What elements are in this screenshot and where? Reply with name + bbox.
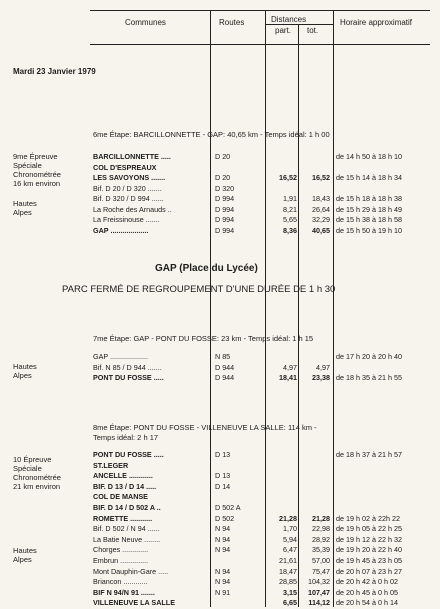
gap-title: GAP (Place du Lycée) xyxy=(155,263,258,274)
table-row xyxy=(0,450,440,461)
commune-cell: LES SAVOYONS ....... xyxy=(93,173,166,182)
stage8-side-4: 21 km environ xyxy=(13,482,61,491)
route-cell: D 994 xyxy=(215,225,235,235)
table-row xyxy=(0,471,440,482)
table-row xyxy=(0,173,440,184)
table-row xyxy=(0,524,440,535)
distance-tot-cell: 75,47 xyxy=(312,566,330,576)
route-cell: D 320 xyxy=(215,183,235,193)
route-cell: D 944 xyxy=(215,362,235,372)
commune-cell: COL D'ESPREAUX xyxy=(93,162,157,172)
commune-cell: Bif. D 502 / N 94 ...... xyxy=(93,524,160,534)
stage8-side-1: 10 Épreuve xyxy=(13,455,52,464)
route-cell: D 994 xyxy=(215,215,235,224)
table-row xyxy=(0,545,440,556)
stage8-side-2: Spéciale xyxy=(13,464,42,473)
commune-cell: BIF. D 13 / D 14 ..... xyxy=(93,481,157,491)
commune-cell: GAP ................... xyxy=(93,225,149,235)
route-cell: D 502 xyxy=(215,513,235,523)
distance-tot-cell: 114,12 xyxy=(308,598,330,608)
horaire-cell: de 20 h 45 à 0 h 05 xyxy=(336,587,398,597)
distance-part-cell: 4,97 xyxy=(283,362,297,372)
header-tot: tot. xyxy=(307,26,319,35)
route-cell: N 85 xyxy=(215,352,231,361)
distance-part-cell: 21,28 xyxy=(279,513,297,523)
distance-part-cell: 6,65 xyxy=(283,598,297,608)
header-bottom-rule xyxy=(90,44,430,45)
route-cell: N 94 xyxy=(215,524,231,534)
route-cell: D 944 xyxy=(215,373,235,382)
commune-cell: ANCELLE ............ xyxy=(93,471,153,481)
horaire-cell: de 19 h 12 à 22 h 32 xyxy=(336,534,402,544)
table-row xyxy=(0,373,440,384)
commune-cell: VILLENEUVE LA SALLE xyxy=(93,598,175,608)
route-cell: D 994 xyxy=(215,194,235,203)
stage6-side-2: Spéciale xyxy=(13,161,42,170)
rule-distances-sub xyxy=(265,24,333,25)
route-cell: D 13 xyxy=(215,471,231,481)
header-part: part. xyxy=(275,26,292,35)
horaire-cell: de 19 h 05 à 22 h 25 xyxy=(336,524,402,534)
horaire-cell: de 19 h 20 à 22 h 40 xyxy=(336,545,402,555)
stage8-title: 8me Étape: PONT DU FOSSE - VILLENEUVE LA SALLE: 114 km - xyxy=(93,423,317,432)
table-row xyxy=(0,482,440,493)
distance-tot-cell: 23,38 xyxy=(312,373,330,382)
commune-cell: Bif. N 85 / D 944 ....... xyxy=(93,362,162,372)
distance-part-cell: 21,61 xyxy=(279,556,297,565)
route-cell: N 94 xyxy=(215,534,231,544)
route-cell: N 94 xyxy=(215,577,231,587)
distance-part-cell: 8,36 xyxy=(283,225,297,235)
stage6-title xyxy=(93,130,330,139)
distance-tot-cell: 26,64 xyxy=(312,204,330,214)
commune-cell: ST.LEGER xyxy=(93,460,129,470)
table-row xyxy=(0,205,440,216)
table-row xyxy=(0,184,440,195)
distance-part-cell: 28,85 xyxy=(279,577,297,587)
route-cell: D 994 xyxy=(215,204,235,214)
header-communes: Communes xyxy=(125,18,166,27)
route-cell: N 91 xyxy=(215,587,231,597)
distance-tot-cell: 104,32 xyxy=(308,577,330,587)
commune-cell: GAP ................... xyxy=(93,352,148,361)
commune-cell: Bif. D 320 / D 994 ...... xyxy=(93,194,164,203)
commune-cell: La Roche des Arnauds .. xyxy=(93,204,172,214)
route-cell: D 14 xyxy=(215,481,231,491)
route-cell: D 13 xyxy=(215,450,231,459)
commune-cell: La Freissinouse ....... xyxy=(93,215,160,224)
table-row xyxy=(0,567,440,578)
table-row xyxy=(0,363,440,374)
route-cell: N 94 xyxy=(215,566,231,576)
commune-cell: Mont Dauphin-Gare ..... xyxy=(93,566,169,576)
stage6-side-1: 9me Épreuve xyxy=(13,152,58,161)
table-row xyxy=(0,163,440,174)
distance-part-cell: 5,94 xyxy=(283,534,297,544)
table-row xyxy=(0,352,440,363)
stage6-side-4: 16 km environ xyxy=(13,179,61,188)
horaire-cell: de 15 h 29 à 18 h 49 xyxy=(336,204,402,214)
horaire-cell: de 15 h 14 à 18 h 34 xyxy=(336,173,402,182)
table-row xyxy=(0,226,440,237)
commune-cell: La Batie Neuve ........ xyxy=(93,534,161,544)
stage8-title-2: Temps idéal: 2 h 17 xyxy=(93,433,159,442)
header-top-rule xyxy=(90,10,430,11)
horaire-cell: de 20 h 42 à 0 h 02 xyxy=(336,577,398,587)
distance-part-cell: 1,70 xyxy=(283,524,297,534)
table-row xyxy=(0,535,440,546)
distance-tot-cell: 21,28 xyxy=(312,513,330,523)
table-row xyxy=(0,215,440,226)
route-cell: N 94 xyxy=(215,545,231,555)
distance-part-cell: 18,47 xyxy=(279,566,297,576)
distance-tot-cell: 107,47 xyxy=(308,587,330,597)
distance-tot-cell: 32,29 xyxy=(312,215,330,224)
distance-tot-cell: 18,43 xyxy=(312,194,330,203)
horaire-cell: de 18 h 37 à 21 h 57 xyxy=(336,450,402,459)
route-cell: D 20 xyxy=(215,152,231,161)
parc-ferme-title: PARC FERMÉ DE REGROUPEMENT D'UNE DURÉE DE 1 h 30 xyxy=(62,284,336,295)
distance-part-cell: 5,65 xyxy=(283,215,297,224)
horaire-cell: de 19 h 02 à 22h 22 xyxy=(336,513,400,523)
table-row xyxy=(0,152,440,163)
horaire-cell: de 15 h 18 à 18 h 38 xyxy=(336,194,402,203)
table-row xyxy=(0,461,440,472)
horaire-cell: de 20 h 54 à 0 h 14 xyxy=(336,598,398,608)
table-row xyxy=(0,514,440,525)
table-row xyxy=(0,194,440,205)
stage6-side2-1: Hautes xyxy=(13,199,37,208)
stage6-side2-2: Alpes xyxy=(13,208,32,217)
distance-tot-cell: 57,00 xyxy=(312,556,330,565)
horaire-cell: de 15 h 38 à 18 h 58 xyxy=(336,215,402,224)
table-row xyxy=(0,492,440,503)
horaire-cell: de 14 h 50 à 18 h 10 xyxy=(336,152,402,161)
distance-part-cell: 1,91 xyxy=(283,194,297,203)
date-label: Mardi 23 Janvier 1979 xyxy=(13,67,96,76)
table-row xyxy=(0,556,440,567)
commune-cell: Embrun .............. xyxy=(93,556,149,565)
table-row xyxy=(0,503,440,514)
commune-cell: ROMETTE ........... xyxy=(93,513,153,523)
header-distances: Distances xyxy=(271,15,307,24)
horaire-cell: de 17 h 20 à 20 h 40 xyxy=(336,352,402,361)
horaire-cell: de 19 h 45 à 23 h 05 xyxy=(336,556,402,565)
commune-cell: Briancon ............ xyxy=(93,577,148,587)
stage8-side2-1: Hautes xyxy=(13,546,37,555)
horaire-cell: de 18 h 35 à 21 h 55 xyxy=(336,373,402,382)
distance-tot-cell: 28,92 xyxy=(312,534,330,544)
distance-tot-cell: 4,97 xyxy=(316,362,330,372)
route-cell: D 502 A xyxy=(215,503,241,512)
distance-tot-cell: 35,39 xyxy=(312,545,330,555)
distance-part-cell: 16,52 xyxy=(279,173,297,182)
commune-cell: Chorges ............. xyxy=(93,545,149,555)
stage7-side-2: Alpes xyxy=(13,371,32,380)
stage8-side2-2: Alpes xyxy=(13,555,32,564)
distance-part-cell: 8,21 xyxy=(283,204,297,214)
distance-tot-cell: 40,65 xyxy=(312,225,330,235)
table-row xyxy=(0,588,440,599)
table-row xyxy=(0,577,440,588)
commune-cell: BIF. D 14 / D 502 A .. xyxy=(93,503,161,512)
table-row xyxy=(0,598,440,609)
distance-part-cell: 3,15 xyxy=(283,587,297,597)
distance-part-cell: 18,41 xyxy=(279,373,297,382)
stage7-side-1: Hautes xyxy=(13,362,37,371)
route-cell: D 20 xyxy=(215,173,231,182)
commune-cell: COL DE MANSE xyxy=(93,492,148,502)
stage6-title-text: 6me Étape: BARCILLONNETTE - GAP: 40,65 km - Temps idéal: 1 h 00 xyxy=(93,130,330,139)
header-routes: Routes xyxy=(219,18,245,27)
commune-cell: PONT DU FOSSE ..... xyxy=(93,373,164,382)
header-horaire: Horaire approximatif xyxy=(340,18,413,27)
stage7-title: 7me Étape: GAP - PONT DU FOSSE: 23 km - Temps idéal: 1 h 15 xyxy=(93,334,314,343)
commune-cell: BARCILLONNETTE ..... xyxy=(93,152,171,161)
commune-cell: Bif. D 20 / D 320 ....... xyxy=(93,183,162,193)
stage6-side-3: Chronométrée xyxy=(13,170,61,179)
commune-cell: PONT DU FOSSE ..... xyxy=(93,450,164,459)
horaire-cell: de 15 h 50 à 19 h 10 xyxy=(336,225,402,235)
distance-part-cell: 6,47 xyxy=(283,545,297,555)
horaire-cell: de 20 h 07 à 23 h 27 xyxy=(336,566,402,576)
distance-tot-cell: 22,98 xyxy=(312,524,330,534)
distance-tot-cell: 16,52 xyxy=(312,173,330,182)
stage8-side-3: Chronométrée xyxy=(13,473,61,482)
commune-cell: BIF N 94/N 91 ....... xyxy=(93,587,155,597)
